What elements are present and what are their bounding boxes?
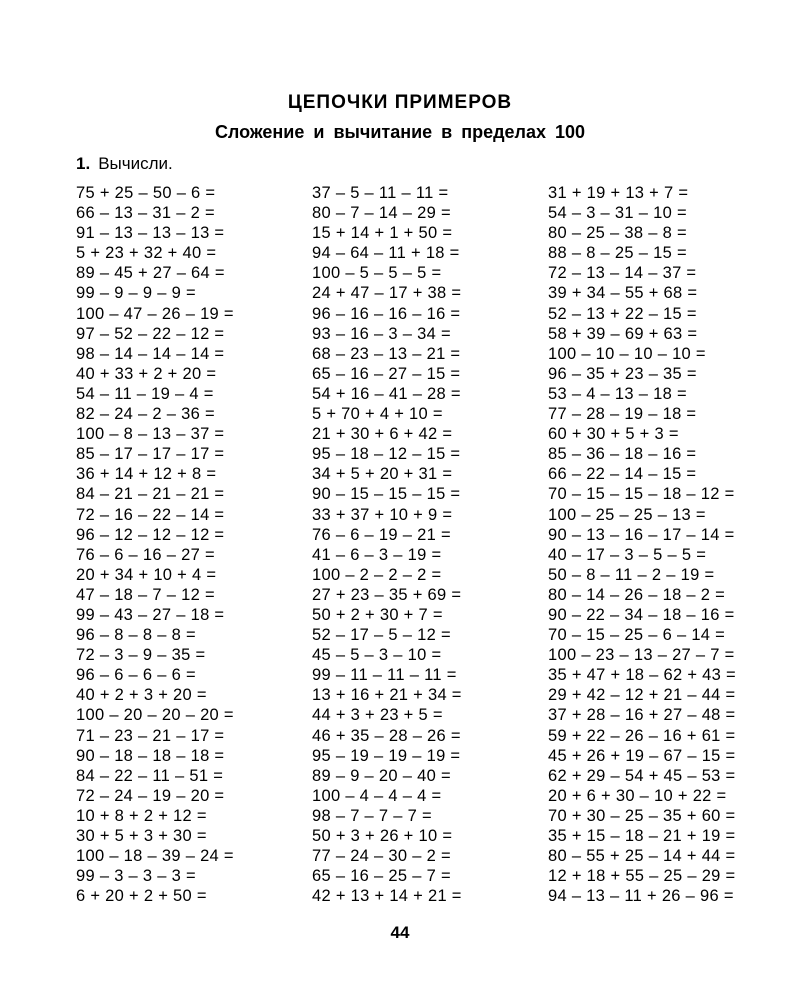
expression-item: 42 + 13 + 14 + 21 = xyxy=(312,887,462,906)
expression-item: 39 + 34 – 55 + 68 = xyxy=(548,284,698,303)
expression-item: 53 – 4 – 13 – 18 = xyxy=(548,384,687,403)
expression-item: 50 + 3 + 26 + 10 = xyxy=(312,827,453,845)
expression-item: 20 + 6 + 30 – 10 + 22 = xyxy=(548,786,727,805)
expression-item: 99 – 9 – 9 – 9 = xyxy=(76,284,196,303)
expressions-column-3 xyxy=(548,183,736,906)
expressions-column-1 xyxy=(76,183,234,906)
expression-item: 27 + 23 – 35 + 69 = xyxy=(312,585,462,604)
expression-item: 89 – 45 + 27 – 64 = xyxy=(76,264,225,283)
expression-item: 76 – 6 – 19 – 21 = xyxy=(312,525,451,544)
expression-item: 5 + 70 + 4 + 10 = xyxy=(312,405,443,424)
expression-item: 77 – 24 – 30 – 2 = xyxy=(312,847,451,866)
expression-item: 40 + 2 + 3 + 20 = xyxy=(76,686,207,705)
expression-item: 45 – 5 – 3 – 10 = xyxy=(312,646,442,665)
expression-item: 96 – 8 – 8 – 8 = xyxy=(76,626,196,645)
expression-item: 13 + 16 + 21 + 34 = xyxy=(312,686,462,705)
expression-item: 100 – 10 – 10 – 10 = xyxy=(548,344,706,363)
expression-item: 100 – 25 – 25 – 13 = xyxy=(548,505,706,524)
expression-item: 65 – 16 – 27 – 15 = xyxy=(312,364,461,383)
expression-item: 15 + 14 + 1 + 50 = xyxy=(312,224,453,243)
expression-item: 40 + 33 + 2 + 20 = xyxy=(76,364,217,383)
task-instruction: Вычисли. xyxy=(98,154,173,173)
expression-item: 68 – 23 – 13 – 21 = xyxy=(312,344,461,363)
expression-item: 29 + 42 – 12 + 21 – 44 = xyxy=(548,686,736,705)
expression-item: 77 – 28 – 19 – 18 = xyxy=(548,405,697,424)
page-number: 44 xyxy=(390,923,410,942)
expression-item: 50 – 8 – 11 – 2 – 19 = xyxy=(548,565,715,584)
expression-item: 90 – 18 – 18 – 18 = xyxy=(76,746,225,765)
expression-item: 35 + 47 + 18 – 62 + 43 = xyxy=(548,666,736,685)
expression-item: 60 + 30 + 5 + 3 = xyxy=(548,425,679,444)
expression-item: 71 – 23 – 21 – 17 = xyxy=(76,726,225,745)
expression-item: 80 – 7 – 14 – 29 = xyxy=(312,204,451,223)
expression-item: 31 + 19 + 13 + 7 = xyxy=(548,184,689,202)
expression-item: 72 – 3 – 9 – 35 = xyxy=(76,646,206,665)
expression-item: 46 + 35 – 28 – 26 = xyxy=(312,726,461,745)
expression-item: 99 – 43 – 27 – 18 = xyxy=(76,605,225,624)
expression-item: 91 – 13 – 13 – 13 = xyxy=(76,224,225,243)
expression-item: 34 + 5 + 20 + 31 = xyxy=(312,465,453,484)
expression-item: 70 + 30 – 25 – 35 + 60 = xyxy=(548,806,736,825)
expression-item: 100 – 8 – 13 – 37 = xyxy=(76,425,225,444)
expression-item: 5 + 23 + 32 + 40 = xyxy=(76,244,217,263)
expression-item: 100 – 47 – 26 – 19 = xyxy=(76,304,234,323)
expression-item: 70 – 15 – 15 – 18 – 12 = xyxy=(548,485,735,504)
expression-item: 96 – 12 – 12 – 12 = xyxy=(76,525,225,544)
expression-item: 76 – 6 – 16 – 27 = xyxy=(76,545,215,564)
task-number: 1. xyxy=(76,154,91,173)
expression-item: 95 – 18 – 12 – 15 = xyxy=(312,445,461,464)
expression-item: 90 – 22 – 34 – 18 – 16 = xyxy=(548,605,735,624)
expression-item: 33 + 37 + 10 + 9 = xyxy=(312,505,453,524)
expression-item: 100 – 4 – 4 – 4 = xyxy=(312,786,442,805)
expression-item: 97 – 52 – 22 – 12 = xyxy=(76,324,225,343)
task-header xyxy=(76,154,173,174)
page-title: ЦЕПОЧКИ ПРИМЕРОВ xyxy=(287,92,513,113)
expression-item: 84 – 21 – 21 – 21 = xyxy=(76,485,225,504)
expression-item: 80 – 14 – 26 – 18 – 2 = xyxy=(548,585,726,604)
expression-item: 10 + 8 + 2 + 12 = xyxy=(76,806,207,825)
expression-item: 94 – 64 – 11 + 18 = xyxy=(312,244,460,263)
expression-item: 96 – 6 – 6 – 6 = xyxy=(76,666,196,685)
expression-item: 80 – 55 + 25 – 14 + 44 = xyxy=(548,847,736,866)
expression-item: 100 – 20 – 20 – 20 = xyxy=(76,706,234,725)
expression-item: 100 – 23 – 13 – 27 – 7 = xyxy=(548,646,735,665)
expression-item: 85 – 17 – 17 – 17 = xyxy=(76,445,225,464)
expression-item: 84 – 22 – 11 – 51 = xyxy=(76,766,224,785)
expression-item: 98 – 14 – 14 – 14 = xyxy=(76,344,225,363)
expression-item: 30 + 5 + 3 + 30 = xyxy=(76,827,207,845)
expression-item: 37 + 28 – 16 + 27 – 48 = xyxy=(548,706,736,725)
expression-item: 37 – 5 – 11 – 11 = xyxy=(312,184,449,202)
expression-item: 95 – 19 – 19 – 19 = xyxy=(312,746,461,765)
expression-item: 82 – 24 – 2 – 36 = xyxy=(76,405,215,424)
expression-item: 72 – 24 – 19 – 20 = xyxy=(76,786,225,805)
expression-item: 85 – 36 – 18 – 16 = xyxy=(548,445,697,464)
expression-item: 72 – 13 – 14 – 37 = xyxy=(548,264,697,283)
expression-item: 52 – 13 + 22 – 15 = xyxy=(548,304,697,323)
expression-item: 94 – 13 – 11 + 26 – 96 = xyxy=(548,887,734,906)
expression-item: 12 + 18 + 55 – 25 – 29 = xyxy=(548,867,736,886)
expression-item: 58 + 39 – 69 + 63 = xyxy=(548,324,698,343)
expression-item: 6 + 20 + 2 + 50 = xyxy=(76,887,207,906)
expression-item: 99 – 11 – 11 – 11 = xyxy=(312,666,457,685)
expression-item: 98 – 7 – 7 – 7 = xyxy=(312,806,432,825)
expression-item: 100 – 18 – 39 – 24 = xyxy=(76,847,234,866)
expression-item: 50 + 2 + 30 + 7 = xyxy=(312,605,443,624)
expression-item: 96 – 35 + 23 – 35 = xyxy=(548,364,697,383)
expression-item: 41 – 6 – 3 – 19 = xyxy=(312,545,442,564)
expressions-column-2 xyxy=(312,183,462,906)
expression-item: 20 + 34 + 10 + 4 = xyxy=(76,565,217,584)
expression-item: 21 + 30 + 6 + 42 = xyxy=(312,425,453,444)
expression-item: 59 + 22 – 26 – 16 + 61 = xyxy=(548,726,736,745)
expression-item: 44 + 3 + 23 + 5 = xyxy=(312,706,443,725)
expression-item: 89 – 9 – 20 – 40 = xyxy=(312,766,451,785)
expression-item: 52 – 17 – 5 – 12 = xyxy=(312,626,451,645)
expression-item: 100 – 5 – 5 – 5 = xyxy=(312,264,442,283)
expression-item: 90 – 15 – 15 – 15 = xyxy=(312,485,461,504)
expression-item: 47 – 18 – 7 – 12 = xyxy=(76,585,215,604)
section-subtitle: Сложение и вычитание в пределах 100 xyxy=(214,122,586,142)
expression-item: 40 – 17 – 3 – 5 – 5 = xyxy=(548,545,707,564)
expression-item: 99 – 3 – 3 – 3 = xyxy=(76,867,196,886)
expression-item: 62 + 29 – 54 + 45 – 53 = xyxy=(548,766,736,785)
expression-item: 65 – 16 – 25 – 7 = xyxy=(312,867,451,886)
expression-item: 93 – 16 – 3 – 34 = xyxy=(312,324,451,343)
expression-item: 80 – 25 – 38 – 8 = xyxy=(548,224,687,243)
expression-item: 66 – 13 – 31 – 2 = xyxy=(76,204,215,223)
expression-item: 24 + 47 – 17 + 38 = xyxy=(312,284,462,303)
expression-item: 96 – 16 – 16 – 16 = xyxy=(312,304,461,323)
expression-item: 54 – 3 – 31 – 10 = xyxy=(548,204,687,223)
expression-item: 45 + 26 + 19 – 67 – 15 = xyxy=(548,746,736,765)
expression-item: 70 – 15 – 25 – 6 – 14 = xyxy=(548,626,726,645)
expression-item: 75 + 25 – 50 – 6 = xyxy=(76,184,216,202)
expression-item: 54 + 16 – 41 – 28 = xyxy=(312,384,461,403)
expression-item: 88 – 8 – 25 – 15 = xyxy=(548,244,687,263)
expression-item: 72 – 16 – 22 – 14 = xyxy=(76,505,225,524)
expression-item: 54 – 11 – 19 – 4 = xyxy=(76,384,214,403)
expression-item: 35 + 15 – 18 – 21 + 19 = xyxy=(548,827,736,845)
expression-item: 90 – 13 – 16 – 17 – 14 = xyxy=(548,525,735,544)
expression-item: 36 + 14 + 12 + 8 = xyxy=(76,465,217,484)
expression-item: 66 – 22 – 14 – 15 = xyxy=(548,465,697,484)
expression-item: 100 – 2 – 2 – 2 = xyxy=(312,565,442,584)
